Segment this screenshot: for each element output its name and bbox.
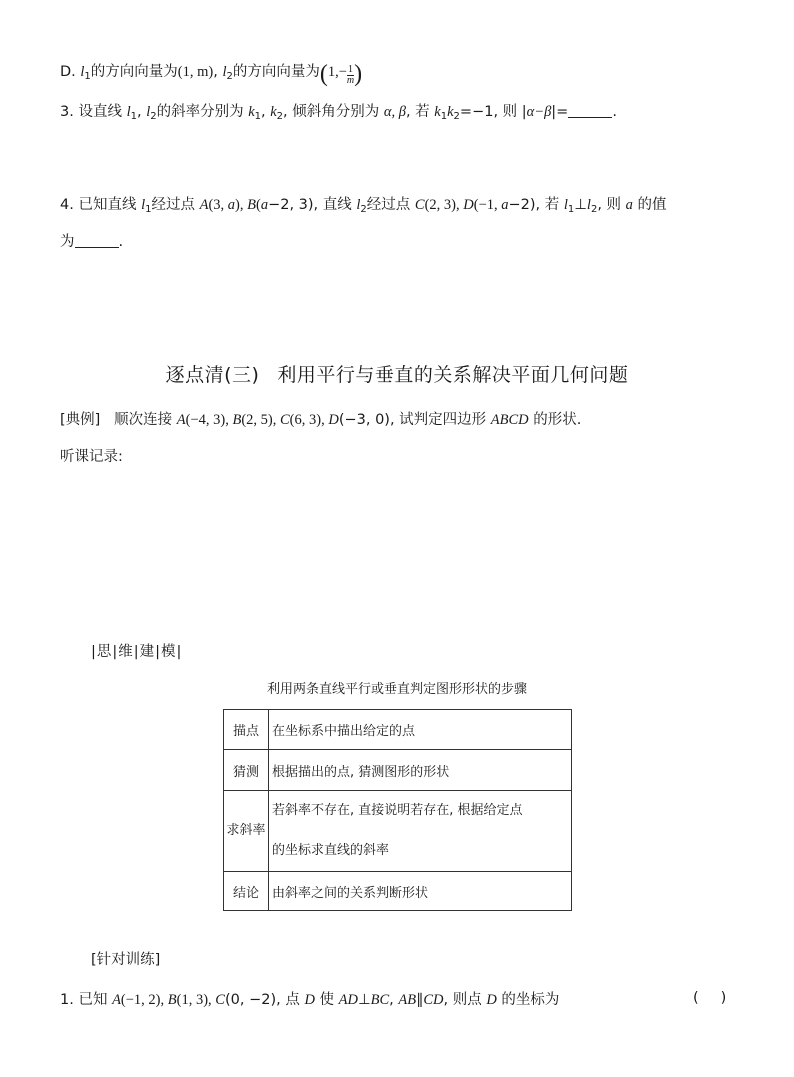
table-row — [224, 872, 572, 911]
answer-blank-q3[interactable] — [568, 103, 612, 118]
question-4-line-2: 为 . — [60, 234, 124, 250]
thinking-model-tag: |思|维|建|模| — [91, 644, 183, 660]
notes-label: 听课记录: — [60, 449, 123, 465]
step-key: 描点 — [224, 710, 269, 750]
example-tag: [典例] — [60, 412, 101, 428]
example-problem: [典例] 顺次连接 A(−4, 3), B(2, 5), C(6, 3), D(−3, 0), 试判定四边形 ABCD 的形状. — [60, 412, 582, 428]
fraction-1-over-m: $\frac{1}{m}$ — [346, 64, 355, 86]
step-key: 结论 — [224, 872, 269, 911]
training-tag: [针对训练] — [91, 952, 161, 968]
table-row — [224, 710, 572, 750]
step-value: 根据描出的点, 猜测图形的形状 — [269, 750, 572, 791]
question-1: 1. 已知 A(−1, 2), B(1, 3), C(0, −2), 点 D 使 AD⊥BC, AB∥CD, 则点 D 的坐标为 — [60, 992, 560, 1008]
step-key: 求斜率 — [224, 791, 269, 872]
question-4: 4. 已知直线 $l_1$经过点 A(3, a), B(a−2, 3), 直线 $l_2$经过点 C(2, 3), D(−1, a−2), 若 $l_1\perp l_2$, 则 a 的值 — [60, 197, 667, 215]
table-title: 利用两条直线平行或垂直判定图形形状的步骤 — [266, 682, 527, 697]
table-row — [224, 750, 572, 791]
question-3: 3. 设直线 $l_1$, $l_2$的斜率分别为 $k_1$, $k_2$, 倾斜角分别为 α, β, 若 $k_1k_2=-1$, 则 |α−β|= . — [60, 104, 617, 122]
answer-parentheses[interactable]: ( ) — [693, 990, 727, 1006]
step-value: 若斜率不存在, 直接说明若存在, 根据给定点 的坐标求直线的斜率 — [269, 791, 572, 872]
table-row — [224, 791, 572, 872]
answer-blank-q4[interactable] — [75, 233, 119, 248]
step-key: 猜测 — [224, 750, 269, 791]
step-value: 在坐标系中描出给定的点 — [269, 710, 572, 750]
step-value: 由斜率之间的关系判断形状 — [269, 872, 572, 911]
steps-table — [223, 709, 572, 911]
option-d: D. $l_1$的方向向量为(1, m), $l_2$的方向向量为(1,− $\frac{1}{m}$ ) — [60, 61, 363, 87]
section-title: 逐点清(三) 利用平行与垂直的关系解决平面几何问题 — [165, 364, 629, 386]
